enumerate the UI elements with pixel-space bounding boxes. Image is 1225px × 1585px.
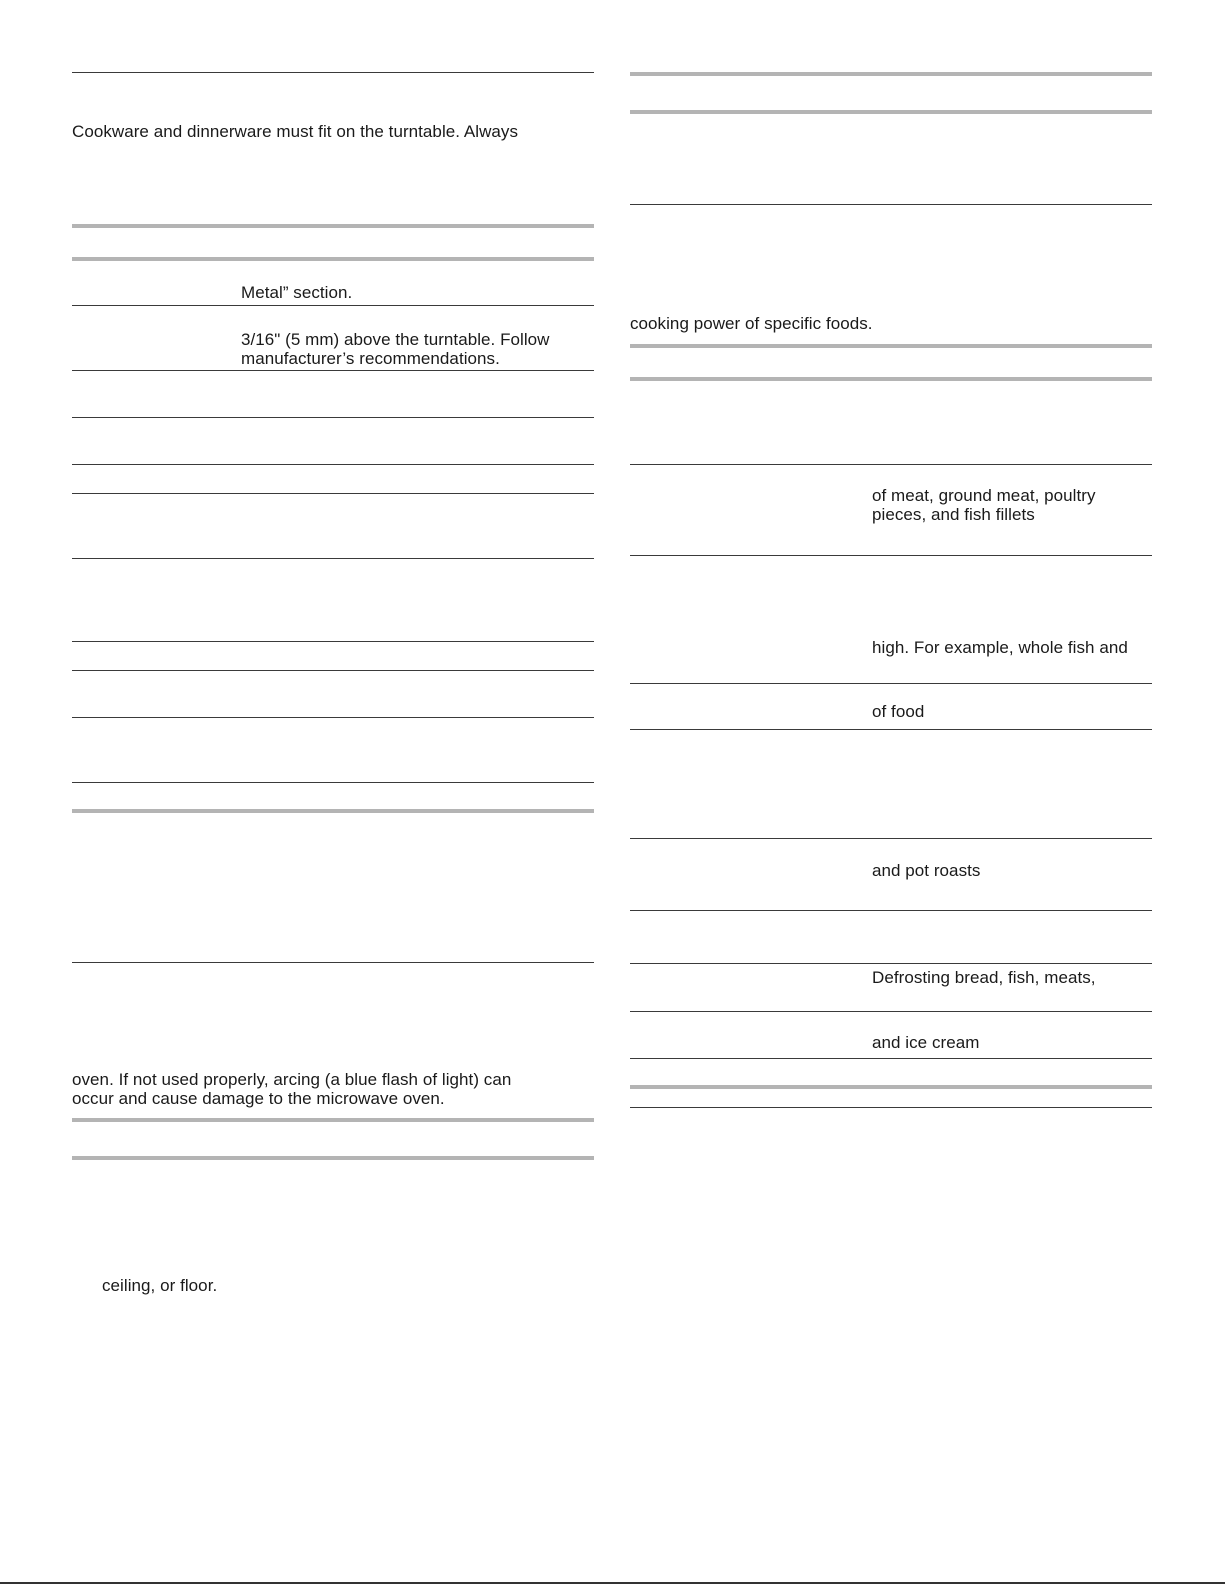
right-table-rule — [630, 963, 1152, 964]
left-table-rule — [72, 417, 594, 418]
left-table-rule — [72, 641, 594, 642]
right-table-rule — [630, 683, 1152, 684]
table-cell-height-line-1: 3/16" (5 mm) above the turntable. Follow — [241, 330, 550, 349]
left-box-rule-thick-1 — [72, 1118, 594, 1122]
left-table-rule — [72, 464, 594, 465]
left-table-rule — [72, 670, 594, 671]
arcing-warning-line-1: oven. If not used properly, arcing (a blue flash of light) can — [72, 1070, 512, 1089]
right-table-rule — [630, 729, 1152, 730]
right-table-rule — [630, 1058, 1152, 1059]
table-cell-bread: Defrosting bread, fish, meats, — [872, 968, 1096, 987]
arcing-warning-line-2: occur and cause damage to the microwave oven. — [72, 1089, 445, 1108]
right-table-rule — [630, 1011, 1152, 1012]
right-section-rule — [630, 1107, 1152, 1108]
cooking-power-note: cooking power of specific foods. — [630, 314, 873, 333]
left-table-rule-thick-1 — [72, 224, 594, 228]
right-box-rule-thick-1 — [630, 72, 1152, 76]
right-table-rule — [630, 464, 1152, 465]
right-table-rule — [630, 838, 1152, 839]
left-box-rule-thick-2 — [72, 1156, 594, 1160]
right-section-rule — [630, 204, 1152, 205]
left-table-rule-thick-bottom — [72, 809, 594, 813]
left-table-rule — [72, 493, 594, 494]
right-table-rule-thick-2 — [630, 377, 1152, 381]
left-table-rule — [72, 717, 594, 718]
table-cell-fish: high. For example, whole fish and — [872, 638, 1128, 657]
left-table-rule — [72, 558, 594, 559]
left-table-rule — [72, 370, 594, 371]
table-cell-meat-line-2: pieces, and fish fillets — [872, 505, 1035, 524]
right-box-rule-thick-2 — [630, 110, 1152, 114]
table-cell-roasts: and pot roasts — [872, 861, 981, 880]
right-table-rule-thick-bottom — [630, 1085, 1152, 1089]
left-table-rule — [72, 305, 594, 306]
table-cell-food: of food — [872, 702, 925, 721]
right-table-rule — [630, 555, 1152, 556]
right-table-rule-thick-1 — [630, 344, 1152, 348]
table-cell-icecream: and ice cream — [872, 1033, 980, 1052]
table-cell-height-line-2: manufacturer’s recommendations. — [241, 349, 500, 368]
left-section-rule — [72, 962, 594, 963]
table-cell-metal: Metal” section. — [241, 283, 353, 302]
page-bottom-rule — [0, 1582, 1225, 1584]
left-rule-top — [72, 72, 594, 73]
left-table-rule-thick-2 — [72, 257, 594, 261]
table-cell-meat-line-1: of meat, ground meat, poultry — [872, 486, 1096, 505]
left-table-rule — [72, 782, 594, 783]
right-table-rule — [630, 910, 1152, 911]
list-item-fragment: ceiling, or floor. — [102, 1276, 218, 1295]
cookware-intro-text: Cookware and dinnerware must fit on the turntable. Always — [72, 122, 519, 141]
